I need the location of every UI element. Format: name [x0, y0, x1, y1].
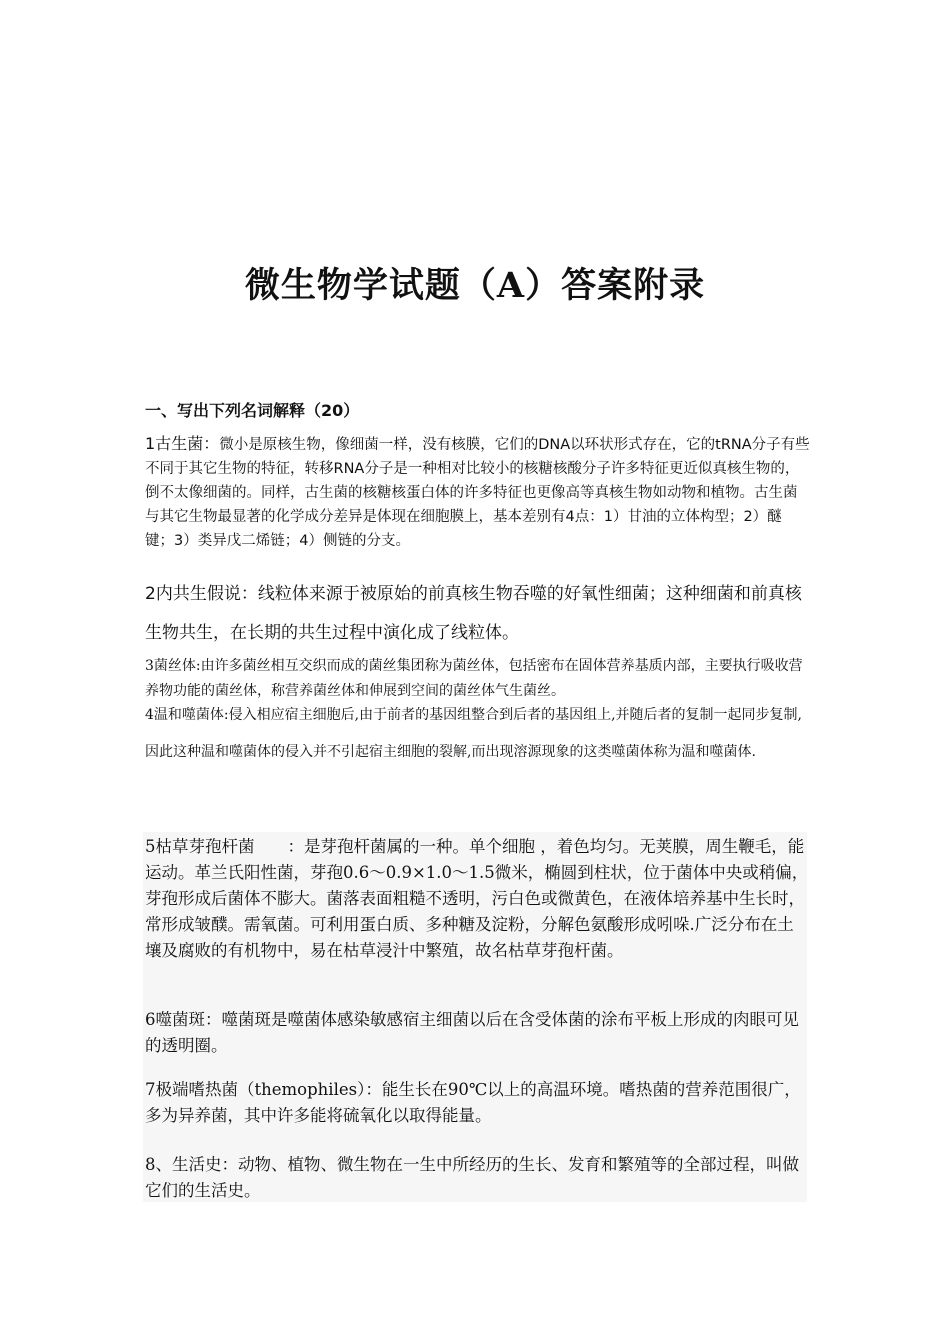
definition-item-5: [145, 834, 810, 964]
definition-item-8: [145, 1152, 810, 1204]
item-number: 5: [145, 837, 156, 856]
item-term: 菌丝体:: [153, 658, 201, 674]
item-term: 极端嗜热菌（themophiles）：: [155, 1080, 382, 1099]
definition-item-6: [145, 1007, 810, 1059]
item-text: 噬菌斑是噬菌体感染敏感宿主细菌以后在含受体菌的涂布平板上形成的肉眼可见的透明圈。: [145, 1010, 799, 1055]
item-number: 3: [145, 658, 154, 674]
item-term: 噬菌斑：: [155, 1010, 222, 1029]
item-number: 4: [145, 707, 154, 723]
item-term: 枯草芽孢杆菌 ：: [155, 837, 304, 856]
item-number: 6: [145, 1010, 156, 1029]
item-text: 动物、植物、微生物在一生中所经历的生长、发育和繁殖等的全部过程，叫做它们的生活史。: [145, 1155, 799, 1200]
item-term: 古生菌：: [155, 434, 220, 453]
item-text: 由许多菌丝相互交织而成的菌丝集团称为菌丝体，包括密布在固体营养基质内部，主要执行吸收营养物功能的菌丝体，称营养菌丝体和伸展到空间的菌丝体气生菌丝。: [145, 658, 803, 699]
item-text: 线粒体来源于被原始的前真核生物吞噬的好氧性细菌；这种细菌和前真核生物共生，在长期的共生过程中演化成了线粒体。: [145, 584, 802, 643]
section-heading: 一、写出下列名词解释（20）: [145, 401, 360, 420]
item-number: 8、: [145, 1155, 172, 1174]
definition-item-2: [145, 575, 810, 653]
item-text: 是芽孢杆菌属的一种。单个细胞 ，着色均匀。无荚膜，周生鞭毛，能运动。革兰氏阳性菌，芽孢0.6～0.9×1.0～1.5微米，椭圆到柱状，位于菌体中央或稍偏，芽孢形成后菌体不膨大。菌落表面粗糙不透明，污白色或微黄色，在液体培养基中生长时，常形成皱醭。需氧菌。可利用蛋白质、多种糖及淀粉，分解色氨酸形成吲哚.广泛分布在土壤及腐败的有机物中，易在枯草浸汁中繁殖，故名枯草芽孢杆菌。: [145, 837, 809, 960]
definition-item-1: [145, 432, 810, 553]
item-text: 微小是原核生物，像细菌一样，没有核膜，它们的DNA以环状形式存在，它的tRNA分子有些不同于其它生物的特征，转移RNA分子是一种相对比较小的核糖核酸分子许多特征更近似真核生物的，倒不太像细菌的。同样，古生菌的核糖核蛋白体的许多特征也更像高等真核生物如动物和植物。古生菌与其它生物最显著的化学成分差异是体现在细胞膜上，基本差别有4点：1）甘油的立体构型；2）醚键；3）类异戊二烯链；4）侧链的分支。: [145, 437, 810, 549]
item-term: 生活史：: [172, 1155, 238, 1174]
definition-item-7: [145, 1077, 810, 1129]
item-number: 7: [145, 1080, 156, 1099]
definition-item-4: [145, 697, 815, 771]
document-title: 微生物学试题（A）答案附录: [244, 265, 706, 306]
item-number: 2: [145, 584, 156, 604]
item-text: 能生长在90℃以上的高温环境。嗜热菌的营养范围很广，多为异养菌，其中许多能将硫氧化以取得能量。: [145, 1080, 801, 1125]
item-text: 侵入相应宿主细胞后,由于前者的基因组整合到后者的基因组上,并随后者的复制一起同步复制,因此这种温和噬菌体的侵入并不引起宿主细胞的裂解,而出现溶源现象的这类噬菌体称为温和噬菌体.: [145, 707, 802, 760]
item-number: 1: [145, 434, 156, 453]
item-term: 温和噬菌体:: [153, 707, 229, 723]
item-term: 内共生假说：: [155, 584, 258, 604]
